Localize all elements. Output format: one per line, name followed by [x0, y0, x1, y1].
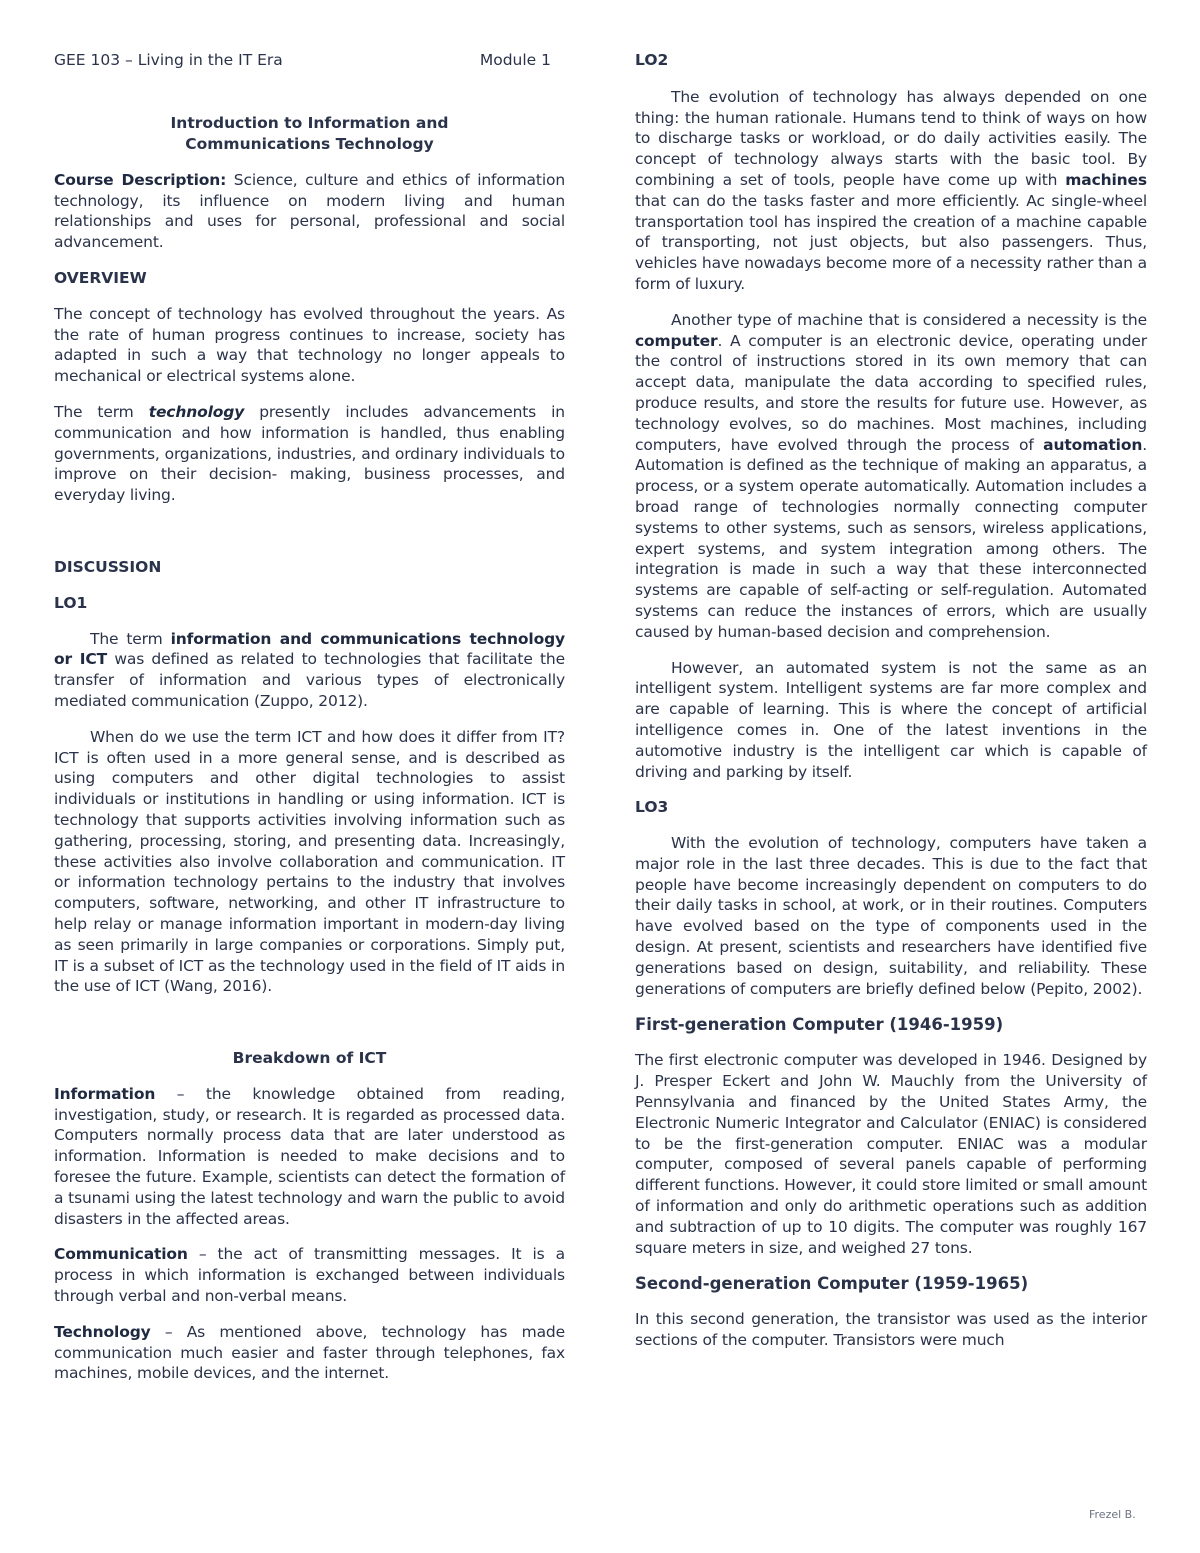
text-run: . A computer is an electronic device, operating under the control of instructions stored in its own memory that can accept data, manipulate the data according to specified rules, produce results, and store the results for future use. However, as technology evolves, so do machines. Most machines, including computers, have evolved through the process of: [635, 331, 1147, 454]
discussion-heading: DISCUSSION: [54, 557, 162, 576]
communication-term: Communication: [54, 1245, 188, 1264]
text-run: was defined as related to technologies that facilitate the transfer of information and various types of electronically mediated communication (Zuppo, 2012).: [54, 650, 565, 710]
spacer: [54, 521, 565, 557]
breakdown-heading: Breakdown of ICT: [232, 1049, 387, 1068]
lo1-paragraph-2: When do we use the term ICT and how does it differ from IT? ICT is often used in a more general sense, and is described as using computers and other digital technologies to assist individuals or institutions in handling or using information. ICT is technology that supports activities involving information such as gathering, processing, storing, and presenting data. Increasingly, these activities also involve collaboration and communication. IT or information technology pertains to the industry that involves computers, software, networking, and other IT infrastructure to help relay or manage information important in modern-day living as seen primarily in large companies or corporations. Simply put, IT is a subset of ICT as the technology used in the field of IT aids in the use of ICT (Wang, 2016).: [54, 727, 565, 996]
text-run: presently includes advancements in communication and how information is handled, thus enabling governments, organizations, industries, and ordinary individuals to improve on their decision- making, business processes, and everyday living.: [54, 402, 565, 505]
overview-paragraph-2: [54, 402, 565, 506]
text-run: . Automation is defined as the technique of making an apparatus, a process, or a system operate automatically. Automation includes a broad range of technologies normally connecting computer systems to other systems, such as sensors, wireless applications, expert systems, and system integration among others. The integration is made in such a way that these interconnected systems are capable of self-acting or self-regulation. Automated systems can reduce the instances of errors, which are usually caused by human-based decision and comprehension.: [635, 435, 1147, 641]
text-run: – the knowledge obtained from reading, investigation, study, or research. It is regarded as processed data. Computers normally process data that are later understood as information. Information is needed to make decisions and to foresee the future. Example, scientists can detect the formation of a tsunami using the latest technology and warn the public to avoid disasters in the affected areas.: [54, 1084, 565, 1228]
text-run: The term: [90, 629, 171, 648]
computer-term: computer: [635, 331, 718, 350]
information-term: Information: [54, 1084, 156, 1103]
course-description: [54, 170, 565, 253]
lo1-heading: LO1: [54, 593, 88, 612]
lo1-paragraph-1: [54, 629, 565, 712]
second-generation-text: In this second generation, the transistor was used as the interior sections of the computer. Transistors were much: [635, 1310, 1147, 1350]
course-description-text: Science, culture and ethics of information technology, its influence on modern living and human relationships and uses for personal, professional and social advancement.: [54, 170, 565, 252]
page-footer: Frezel B.: [1089, 1508, 1136, 1521]
text-run: The term: [54, 402, 149, 421]
text-run: The evolution of technology has always depended on one thing: the human rationale. Humans tend to think of ways on how to discharge tasks or workload, or do daily activities easily. The concept of technology always starts with the basic tool. By combining a set of tools, people have come up with: [635, 87, 1147, 189]
right-column: [635, 50, 1147, 1366]
lo2-paragraph-2: [635, 310, 1147, 643]
first-generation-heading: First-generation Computer (1946-1959): [635, 1015, 1004, 1035]
text-run: – As mentioned above, technology has made communication much easier and faster through telephones, fax machines, mobile devices, and the internet.: [54, 1322, 565, 1383]
communication-definition: [54, 1244, 565, 1306]
technology-term: technology: [148, 402, 245, 421]
text-run: – the act of transmitting messages. It is a process in which information is exchanged between individuals through verbal and non-verbal means.: [54, 1245, 565, 1306]
first-generation-text: The first electronic computer was developed in 1946. Designed by J. Presper Eckert and John W. Mauchly from the University of Pennsylvania and financed by the United States Army, the Electronic Numeric Integrator and Calculator (ENIAC) is considered to be the first-generation computer. ENIAC was a modular computer, composed of several panels capable of performing different functions. However, it could store limited or small amount of information and only do arithmetic operations such as addition and subtraction of up to 10 digits. The computer was roughly 167 square meters in size, and weighed 27 tons.: [635, 1051, 1147, 1257]
second-generation-heading: Second-generation Computer (1959-1965): [635, 1274, 1029, 1294]
text-run: that can do the tasks faster and more efficiently. Ac single-wheel transportation tool has inspired the creation of a machine capable of transporting, not just objects, but also passengers. Thus, vehicles have nowadays become more of a necessity rather than a form of luxury.: [635, 191, 1147, 293]
lo3-paragraph-1: With the evolution of technology, computers have taken a major role in the last three decades. This is due to the fact that people have become increasingly dependent on computers to do their daily tasks in school, at work, or in their routines. Computers have evolved based on the type of components used in the design. At present, scientists and researchers have identified five generations based on design, suitability, and reliability. These generations of computers are briefly defined below (Pepito, 2002).: [635, 834, 1147, 998]
technology-def-term: Technology: [54, 1322, 151, 1341]
lo2-heading: LO2: [635, 51, 669, 69]
ict-term: information and communications technology or ICT: [54, 629, 565, 669]
technology-definition: [54, 1322, 565, 1384]
overview-heading: OVERVIEW: [54, 268, 147, 287]
machines-term: machines: [1065, 170, 1147, 189]
text-run: Another type of machine that is considered a necessity is the: [671, 310, 1147, 329]
course-description-label: Course Description:: [54, 170, 227, 189]
document-title: Introduction to Information and Communications Technology: [170, 113, 449, 153]
module-label: Module 1: [479, 51, 551, 69]
overview-paragraph-1: The concept of technology has evolved throughout the years. As the rate of human progress continues to increase, society has adapted in such a way that technology no longer appeals to mechanical or electrical systems alone.: [54, 304, 565, 386]
automation-term: automation: [1043, 435, 1143, 454]
course-title: GEE 103 – Living in the IT Era: [54, 51, 283, 69]
lo2-paragraph-1: [635, 87, 1147, 295]
spacer: [54, 1012, 565, 1048]
information-definition: [54, 1084, 565, 1230]
lo3-heading: LO3: [635, 798, 669, 817]
lo2-paragraph-3: However, an automated system is not the same as an intelligent system. Intelligent systems are far more complex and are capable of learning. This is where the concept of artificial intelligence comes in. One of the latest inventions in the automotive industry is the intelligent car which is capable of driving and parking by itself.: [635, 658, 1147, 781]
page-header: [54, 50, 565, 71]
left-column: [54, 50, 565, 1399]
